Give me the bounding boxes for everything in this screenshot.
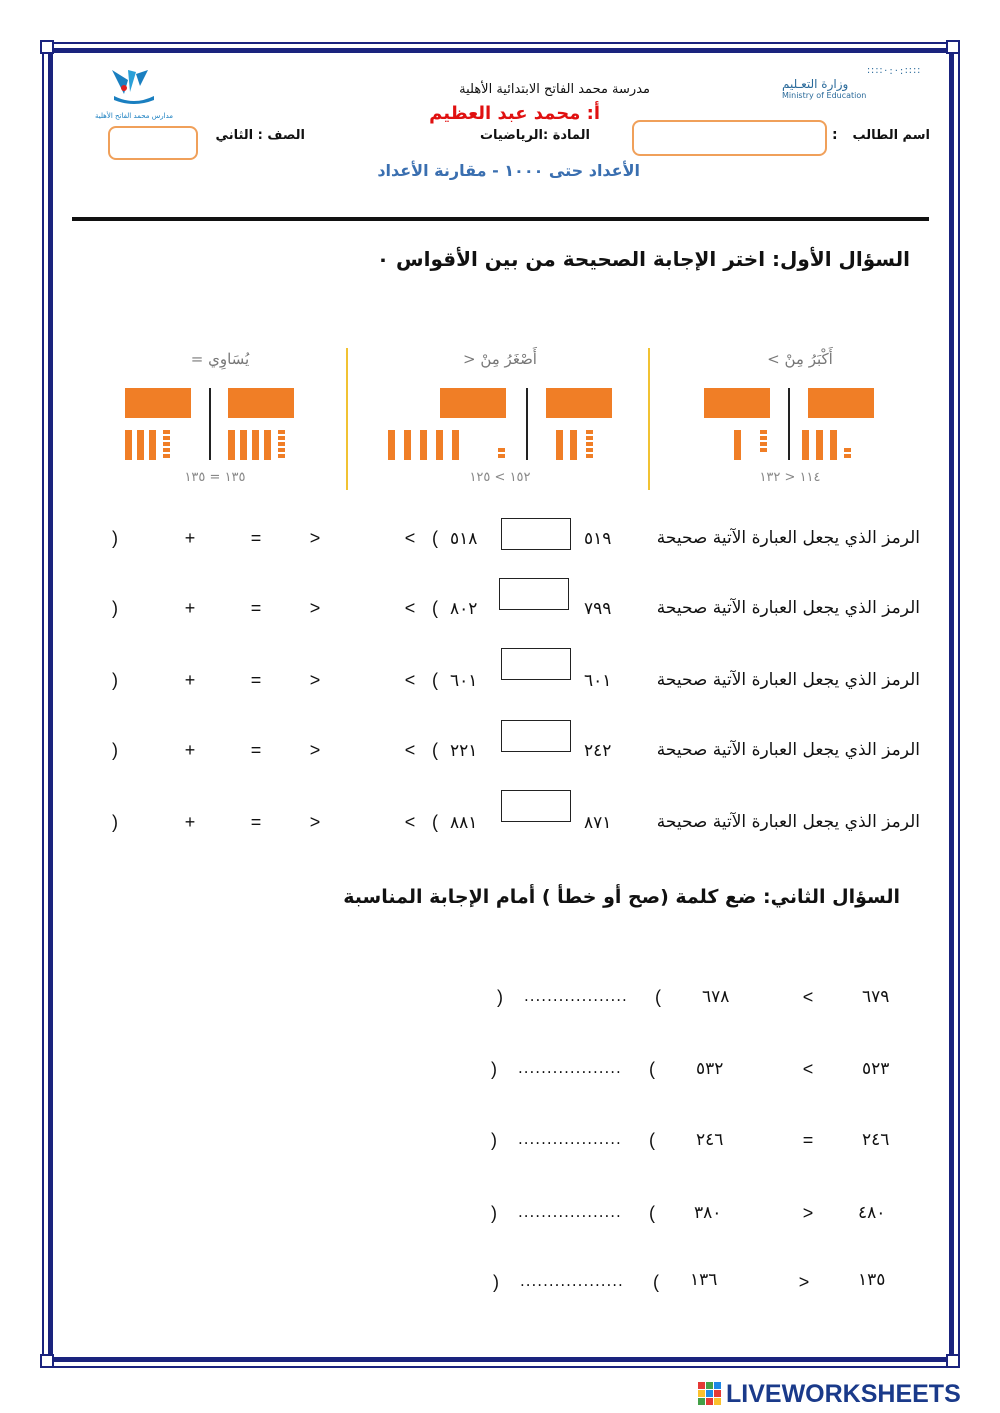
q2-operator: > <box>798 1272 810 1292</box>
ones-unit <box>278 448 285 452</box>
tens-rod <box>252 430 259 460</box>
q2-row <box>480 985 910 1015</box>
illustration-separator <box>346 348 348 490</box>
school-logo-text: مدارس محمد الفاتح الأهلية <box>95 112 173 120</box>
option-less[interactable]: < <box>404 812 416 832</box>
tens-rod <box>228 430 235 460</box>
equal-example: ١٣٥ = ١٣٥ <box>184 470 246 485</box>
ones-unit <box>586 442 593 446</box>
option-plus[interactable]: + <box>184 670 196 690</box>
ones-unit <box>278 430 285 434</box>
less-than-caption: أَصْغَرُ مِنْ < <box>463 350 537 368</box>
tens-rod <box>570 430 577 460</box>
q1-left-number: ٨٧١ <box>584 813 612 833</box>
paren-open: ( <box>653 1272 659 1292</box>
q1-statement: الرمز الذي يجعل العبارة الآتية صحيحة <box>656 528 920 548</box>
paren-open: ( <box>649 1059 655 1079</box>
tens-rod <box>816 430 823 460</box>
header-divider <box>72 217 929 221</box>
illustration-separator <box>648 348 650 490</box>
q1-row <box>100 720 930 760</box>
q1-left-number: ٥١٩ <box>584 529 612 549</box>
ones-unit <box>586 448 593 452</box>
topic-title: الأعداد حتى ١٠٠٠ - مقارنة الأعداد <box>377 161 640 180</box>
option-less[interactable]: < <box>404 598 416 618</box>
q1-row <box>100 518 930 558</box>
q1-answer-box[interactable] <box>501 648 571 680</box>
grade-input[interactable] <box>108 126 198 160</box>
tens-rod <box>802 430 809 460</box>
paren-close: ) <box>112 812 118 832</box>
q1-answer-box[interactable] <box>501 790 571 822</box>
option-equal[interactable]: = <box>250 598 262 618</box>
option-plus[interactable]: + <box>184 812 196 832</box>
corner-ornament <box>40 1354 54 1368</box>
paren-close: ) <box>112 528 118 548</box>
hundreds-block <box>808 388 874 418</box>
ministry-logo-sub: Ministry of Education <box>782 91 867 100</box>
q2-row <box>480 1057 910 1087</box>
teacher-name: أ: محمد عبد العظيم <box>429 103 600 124</box>
ones-unit <box>278 454 285 458</box>
subject-label: المادة :الرياضيات <box>479 128 590 143</box>
q2-left-number: ٢٤٦ <box>862 1130 890 1150</box>
q2-row <box>480 1201 910 1231</box>
student-name-colon: : <box>832 127 838 143</box>
paren-open: ( <box>432 740 438 760</box>
tens-rod <box>149 430 156 460</box>
tens-rod <box>734 430 741 460</box>
q2-answer-blank[interactable]: .................. <box>524 987 628 1005</box>
paren-close: ) <box>112 740 118 760</box>
option-greater[interactable]: > <box>309 740 321 760</box>
tens-rod <box>404 430 411 460</box>
q1-right-number: ٦٠١ <box>450 671 478 691</box>
ones-unit <box>163 454 170 458</box>
q1-statement: الرمز الذي يجعل العبارة الآتية صحيحة <box>656 740 920 760</box>
less-than-example: ١٥٢ > ١٢٥ <box>469 470 531 485</box>
ones-unit <box>586 436 593 440</box>
q2-left-number: ١٣٥ <box>858 1270 886 1290</box>
option-equal[interactable]: = <box>250 740 262 760</box>
paren-open: ( <box>649 1203 655 1223</box>
ministry-logo <box>782 66 922 116</box>
greater-than-example: ١١٤ < ١٣٢ <box>759 470 821 485</box>
liveworksheets-brand[interactable] <box>698 1380 994 1410</box>
option-less[interactable]: < <box>404 528 416 548</box>
q1-right-number: ٢٢١ <box>450 741 478 761</box>
q2-right-number: ٣٨٠ <box>694 1203 722 1223</box>
corner-ornament <box>946 1354 960 1368</box>
school-logo-icon <box>84 66 184 108</box>
paren-open: ( <box>655 987 661 1007</box>
ones-unit <box>844 448 851 452</box>
tens-rod <box>240 430 247 460</box>
tens-rod <box>137 430 144 460</box>
comparison-illustration <box>110 340 890 500</box>
option-equal[interactable]: = <box>250 812 262 832</box>
ones-unit <box>760 448 767 452</box>
ones-unit <box>163 436 170 440</box>
q2-right-number: ٢٤٦ <box>696 1130 724 1150</box>
paren-open: ( <box>432 528 438 548</box>
option-plus[interactable]: + <box>184 740 196 760</box>
option-plus[interactable]: + <box>184 528 196 548</box>
option-greater[interactable]: > <box>309 528 321 548</box>
paren-close: ) <box>112 670 118 690</box>
q2-right-number: ٦٧٨ <box>702 987 730 1007</box>
ones-unit <box>760 430 767 434</box>
corner-ornament <box>946 40 960 54</box>
paren-close: ) <box>491 1130 497 1150</box>
paren-open: ( <box>432 670 438 690</box>
divider-line <box>526 388 528 460</box>
liveworksheets-text: LIVEWORKSHEETS <box>726 1380 961 1408</box>
q2-right-number: ٥٣٢ <box>696 1059 724 1079</box>
paren-close: ) <box>493 1272 499 1292</box>
option-plus[interactable]: + <box>184 598 196 618</box>
ones-unit <box>760 436 767 440</box>
q1-right-number: ٥١٨ <box>450 529 478 549</box>
tens-rod <box>436 430 443 460</box>
hundreds-block <box>228 388 294 418</box>
paren-close: ) <box>497 987 503 1007</box>
tens-rod <box>388 430 395 460</box>
ones-unit <box>586 430 593 434</box>
hundreds-block <box>125 388 191 418</box>
q1-left-number: ٦٠١ <box>584 671 612 691</box>
q2-row <box>480 1270 910 1300</box>
option-greater[interactable]: > <box>309 598 321 618</box>
tens-rod <box>125 430 132 460</box>
ministry-logo-dots: ∷∷·:·:∷∷ <box>867 66 922 77</box>
page-border-inner <box>48 48 954 1362</box>
q1-answer-box[interactable] <box>501 720 571 752</box>
paren-open: ( <box>432 812 438 832</box>
paren-close: ) <box>112 598 118 618</box>
q1-right-number: ٨٨١ <box>450 813 478 833</box>
equal-caption: يُسَاوِي = <box>190 350 250 368</box>
student-name-input[interactable] <box>632 120 827 156</box>
ones-unit <box>278 442 285 446</box>
tens-rod <box>264 430 271 460</box>
tens-rod <box>830 430 837 460</box>
q1-statement: الرمز الذي يجعل العبارة الآتية صحيحة <box>656 812 920 832</box>
q1-row <box>100 648 930 691</box>
q1-statement: الرمز الذي يجعل العبارة الآتية صحيحة <box>656 598 920 618</box>
divider-line <box>209 388 211 460</box>
hundreds-block <box>440 388 506 418</box>
ones-unit <box>163 442 170 446</box>
paren-close: ) <box>491 1203 497 1223</box>
q2-operator: > <box>802 1203 814 1223</box>
school-name: مدرسة محمد الفاتح الابتدائية الأهلية <box>459 82 650 97</box>
hundreds-block <box>704 388 770 418</box>
ones-unit <box>586 454 593 458</box>
q2-operator: < <box>802 987 814 1007</box>
ones-unit <box>163 448 170 452</box>
option-equal[interactable]: = <box>250 528 262 548</box>
q1-left-number: ٧٩٩ <box>584 599 612 619</box>
option-greater[interactable]: > <box>309 812 321 832</box>
greater-than-caption: أَكْبَرُ مِنْ > <box>767 350 833 368</box>
corner-ornament <box>40 40 54 54</box>
student-name-label: اسم الطالب <box>852 128 930 143</box>
option-less[interactable]: < <box>404 740 416 760</box>
q2-answer-blank[interactable]: .................. <box>520 1272 624 1290</box>
paren-open: ( <box>649 1130 655 1150</box>
option-less[interactable]: < <box>404 670 416 690</box>
ones-unit <box>498 448 505 452</box>
paren-open: ( <box>432 598 438 618</box>
q2-left-number: ٤٨٠ <box>858 1203 886 1223</box>
paren-close: ) <box>491 1059 497 1079</box>
q2-left-number: ٦٧٩ <box>862 987 890 1007</box>
q1-statement: الرمز الذي يجعل العبارة الآتية صحيحة <box>656 670 920 690</box>
ones-unit <box>844 454 851 458</box>
tens-rod <box>556 430 563 460</box>
q1-row <box>100 578 930 618</box>
ones-unit <box>278 436 285 440</box>
ones-unit <box>760 442 767 446</box>
q2-operator: < <box>802 1059 814 1079</box>
ministry-logo-text: وزارة التعـليم <box>782 77 849 91</box>
divider-line <box>788 388 790 460</box>
school-logo <box>84 66 184 118</box>
q1-answer-box[interactable] <box>499 578 569 610</box>
hundreds-block <box>546 388 612 418</box>
q1-row <box>100 790 930 833</box>
q2-operator: = <box>802 1130 814 1150</box>
q1-left-number: ٢٤٢ <box>584 741 612 761</box>
q2-answer-blank[interactable]: .................. <box>518 1203 622 1221</box>
q2-title: السؤال الثاني: ضع كلمة (صح أو خطأ ) أمام الإجابة المناسبة <box>343 886 900 908</box>
q1-answer-box[interactable] <box>501 518 571 550</box>
q2-right-number: ١٣٦ <box>690 1270 718 1290</box>
q1-right-number: ٨٠٢ <box>450 599 478 619</box>
q2-left-number: ٥٢٣ <box>862 1059 890 1079</box>
q2-answer-blank[interactable]: .................. <box>518 1130 622 1148</box>
option-greater[interactable]: > <box>309 670 321 690</box>
q2-row <box>480 1128 910 1158</box>
tens-rod <box>420 430 427 460</box>
tens-rod <box>452 430 459 460</box>
ones-unit <box>498 454 505 458</box>
ones-unit <box>163 430 170 434</box>
grade-label: الصف : الثاني <box>215 128 305 143</box>
q2-answer-blank[interactable]: .................. <box>518 1059 622 1077</box>
option-equal[interactable]: = <box>250 670 262 690</box>
liveworksheets-logo-icon <box>698 1382 722 1406</box>
q1-title: السؤال الأول: اختر الإجابة الصحيحة من بين الأقواس ٠ <box>376 247 910 271</box>
